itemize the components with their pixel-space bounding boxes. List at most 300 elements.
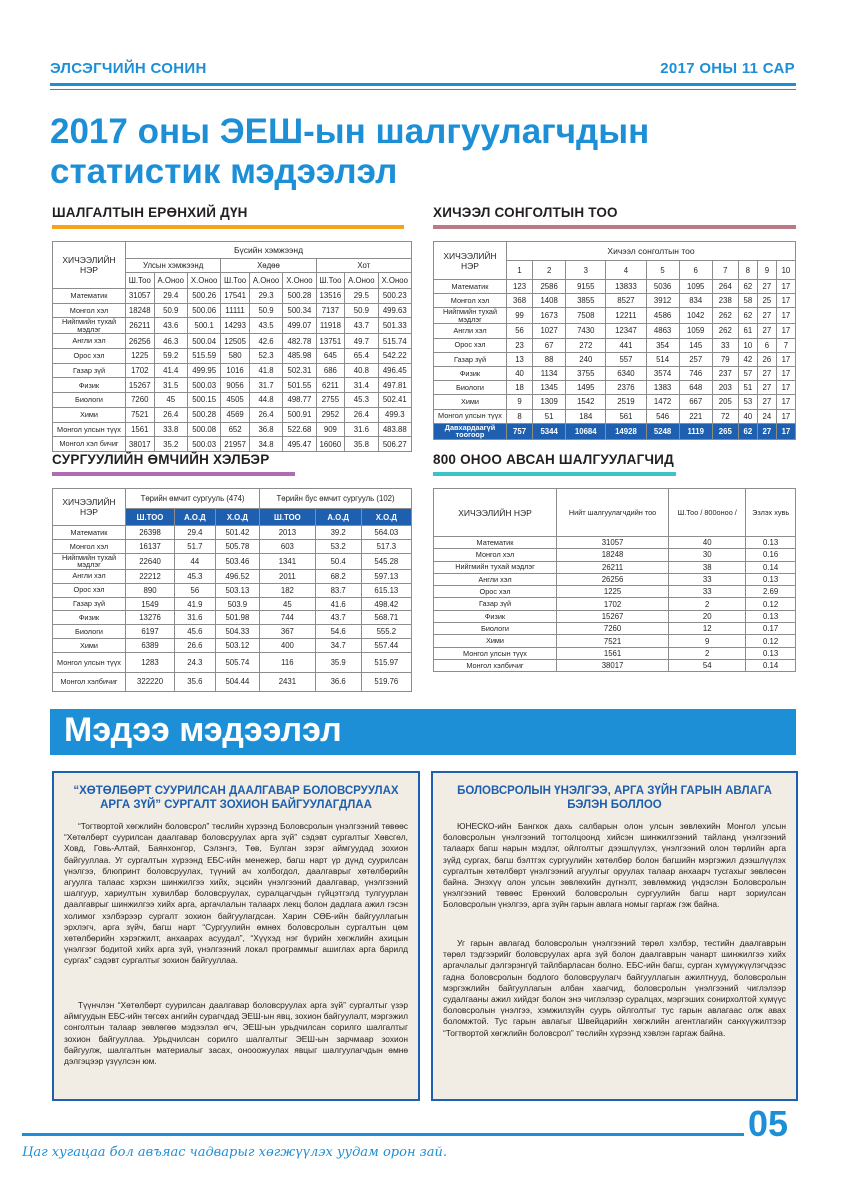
table-cell: 26.4 xyxy=(249,407,282,422)
table-cell: 580 xyxy=(221,349,250,364)
table-cell: 27 xyxy=(757,381,776,395)
table-cell: 29.4 xyxy=(175,526,216,540)
table-cell: 4505 xyxy=(221,393,250,408)
table-cell: 238 xyxy=(712,294,738,308)
table-cell: 368 xyxy=(507,294,533,308)
table-cell: 500.15 xyxy=(187,393,220,408)
ownership-heading: СУРГУУЛИЙН ӨМЧИЙН ХЭЛБЭР xyxy=(52,452,270,467)
table-cell: 503.13 xyxy=(215,583,259,597)
choice-table xyxy=(433,241,796,440)
table-row xyxy=(53,349,412,364)
table-cell: 0.13 xyxy=(746,647,796,659)
total-cell: 757 xyxy=(507,423,533,439)
table-cell: 24.3 xyxy=(175,653,216,673)
table-cell: 45.3 xyxy=(175,569,216,583)
table-cell: 31.7 xyxy=(249,378,282,393)
table-row xyxy=(434,586,796,598)
table-cell: 50.9 xyxy=(154,303,187,318)
table-cell: 36.6 xyxy=(315,672,361,692)
table-cell: 184 xyxy=(566,409,606,423)
table-cell: 322220 xyxy=(126,672,175,692)
table-cell: 15267 xyxy=(126,378,155,393)
table-row xyxy=(434,573,796,585)
table-cell: 367 xyxy=(260,625,316,639)
table-cell: 557 xyxy=(606,352,646,366)
table-cell: 27 xyxy=(757,395,776,409)
choice-column-header: 10 xyxy=(776,261,795,280)
choice-subject-header: ХИЧЭЭЛИЙН НЭР xyxy=(434,242,507,280)
table-cell: 257 xyxy=(679,352,712,366)
table-row xyxy=(434,294,796,308)
header-rule xyxy=(50,83,796,86)
table-cell: 237 xyxy=(712,366,738,380)
page-title xyxy=(50,112,770,192)
table-cell: 26.4 xyxy=(345,407,378,422)
table-cell: 2755 xyxy=(316,393,345,408)
table-row xyxy=(53,569,412,583)
row-subject-label: Хими xyxy=(53,407,126,422)
table-cell: 42.6 xyxy=(249,334,282,349)
general-column-header: А.Оноо xyxy=(154,273,187,289)
table-cell: 26256 xyxy=(126,334,155,349)
row-subject-label: Газар зүй xyxy=(53,597,126,611)
table-cell: 2952 xyxy=(316,407,345,422)
table-cell: 503.9 xyxy=(215,597,259,611)
table-cell: 29.3 xyxy=(249,289,282,304)
table-cell: 498.42 xyxy=(361,597,411,611)
table-cell: 6211 xyxy=(316,378,345,393)
row-subject-label: Биологи xyxy=(434,381,507,395)
table-row xyxy=(434,623,796,635)
table-row xyxy=(53,583,412,597)
table-row xyxy=(434,549,796,561)
table-cell: 40.8 xyxy=(345,363,378,378)
table-row xyxy=(53,653,412,673)
row-subject-label: Монгол улсын түүх xyxy=(434,647,557,659)
row-subject-label: Физик xyxy=(53,611,126,625)
table-cell: 542.22 xyxy=(378,349,411,364)
table-cell: 483.88 xyxy=(378,422,411,437)
table-cell: 546 xyxy=(646,409,679,423)
table-cell: 7521 xyxy=(557,635,669,647)
table-cell: 35.2 xyxy=(154,437,187,452)
table-row xyxy=(53,334,412,349)
table-cell: 1225 xyxy=(557,586,669,598)
table-cell: 1549 xyxy=(126,597,175,611)
table-cell: 6197 xyxy=(126,625,175,639)
choice-column-header: 2 xyxy=(533,261,566,280)
table-cell: 2376 xyxy=(606,381,646,395)
news-banner-title: Мэдээ мэдээлэл xyxy=(64,711,342,749)
table-cell: 500.03 xyxy=(187,378,220,393)
table-cell: 504.44 xyxy=(215,672,259,692)
table-cell: 99 xyxy=(507,308,533,324)
table-cell: 2013 xyxy=(260,526,316,540)
row-subject-label: Математик xyxy=(53,289,126,304)
table-cell: 18 xyxy=(507,381,533,395)
row-subject-label: Орос хэл xyxy=(434,338,507,352)
table-row xyxy=(434,635,796,647)
table-cell: 9155 xyxy=(566,280,606,294)
table-cell: 0.14 xyxy=(746,561,796,573)
table-cell: 504.33 xyxy=(215,625,259,639)
top800-table xyxy=(433,488,796,672)
row-subject-label: Хими xyxy=(53,639,126,653)
top800-column-header: Ш.Тоо / 800оноо / xyxy=(669,489,746,537)
table-cell: 2431 xyxy=(260,672,316,692)
general-column-header: Ш.Тоо xyxy=(316,273,345,289)
table-cell: 400 xyxy=(260,639,316,653)
article-1 xyxy=(52,771,420,1101)
table-cell: 12 xyxy=(669,623,746,635)
table-row xyxy=(53,303,412,318)
table-cell: 744 xyxy=(260,611,316,625)
table-cell: 4569 xyxy=(221,407,250,422)
table-cell: 40 xyxy=(507,366,533,380)
table-cell: 26 xyxy=(757,352,776,366)
row-subject-label: Англи хэл xyxy=(434,573,557,585)
table-cell: 7260 xyxy=(126,393,155,408)
table-cell: 545.28 xyxy=(361,553,411,569)
ownership-heading-bar xyxy=(52,472,295,476)
table-cell: 51 xyxy=(533,409,566,423)
table-cell: 17 xyxy=(776,409,795,423)
table-cell: 272 xyxy=(566,338,606,352)
table-cell: 51.7 xyxy=(175,539,216,553)
row-subject-label: Физик xyxy=(53,378,126,393)
table-cell: 499.3 xyxy=(378,407,411,422)
table-cell: 54.6 xyxy=(315,625,361,639)
table-cell: 20 xyxy=(669,610,746,622)
table-cell: 1542 xyxy=(566,395,606,409)
row-subject-label: Нийгмийн тухай мэдлэг xyxy=(53,553,126,569)
table-cell: 41.9 xyxy=(175,597,216,611)
table-cell: 72 xyxy=(712,409,738,423)
table-cell: 25 xyxy=(757,294,776,308)
table-row xyxy=(434,280,796,294)
table-cell: 485.98 xyxy=(283,349,316,364)
table-cell: 890 xyxy=(126,583,175,597)
table-cell: 53.2 xyxy=(315,539,361,553)
table-cell: 5036 xyxy=(646,280,679,294)
table-cell: 501.33 xyxy=(378,318,411,334)
table-cell: 34.8 xyxy=(249,437,282,452)
ownership-column-header: Ш.ТОО xyxy=(126,509,175,526)
table-cell: 31.4 xyxy=(345,378,378,393)
row-subject-label: Биологи xyxy=(434,623,557,635)
table-cell: 501.55 xyxy=(283,378,316,393)
total-cell: 1119 xyxy=(679,423,712,439)
table-cell: 30 xyxy=(669,549,746,561)
table-cell: 1225 xyxy=(126,349,155,364)
page-title-line1: 2017 оны ЭЕШ-ын шалгуулагчдын xyxy=(50,112,650,151)
table-cell: 1345 xyxy=(533,381,566,395)
top800-column-header: Эзлэх хувь xyxy=(746,489,796,537)
row-subject-label: Монгол хэлбичиг xyxy=(53,672,126,692)
article-1-title: “ХӨТӨЛБӨРТ СУУРИЛСАН ДААЛГАВАР БОЛОВСРУУЛАХ АРГА ЗҮЙ” СУРГАЛТ ЗОХИОН БАЙГУУЛАГДЛАА xyxy=(73,785,399,811)
row-subject-label: Монгол хэлбичиг xyxy=(434,659,557,671)
table-cell: 43.5 xyxy=(249,318,282,334)
general-column-header: Ш.Тоо xyxy=(221,273,250,289)
table-cell: 515.74 xyxy=(378,334,411,349)
table-cell: 2.69 xyxy=(746,586,796,598)
table-cell: 27 xyxy=(757,308,776,324)
table-cell: 505.78 xyxy=(215,539,259,553)
table-cell: 500.91 xyxy=(283,407,316,422)
table-row xyxy=(434,537,796,549)
table-cell: 43.6 xyxy=(154,318,187,334)
table-row xyxy=(434,598,796,610)
total-cell: 14928 xyxy=(606,423,646,439)
ownership-column-header: А.О.Д xyxy=(315,509,361,526)
general-table xyxy=(52,241,412,452)
table-cell: 354 xyxy=(646,338,679,352)
table-cell: 500.06 xyxy=(187,303,220,318)
table-cell: 50.9 xyxy=(249,303,282,318)
table-cell: 27 xyxy=(757,366,776,380)
table-cell: 18248 xyxy=(557,549,669,561)
row-subject-label: Газар зүй xyxy=(53,363,126,378)
table-cell: 262 xyxy=(712,308,738,324)
table-cell: 22640 xyxy=(126,553,175,569)
article-2-title: БОЛОВСРОЛЫН ҮНЭЛГЭЭ, АРГА ЗҮЙН ГАРЫН АВЛАГА БЭЛЭН БОЛЛОО xyxy=(457,785,772,811)
row-subject-label: Орос хэл xyxy=(53,583,126,597)
table-cell: 515.97 xyxy=(361,653,411,673)
table-cell: 12505 xyxy=(221,334,250,349)
table-cell: 43.7 xyxy=(345,318,378,334)
table-cell: 17 xyxy=(776,366,795,380)
table-row xyxy=(53,407,412,422)
table-cell: 21957 xyxy=(221,437,250,452)
table-cell: 35.8 xyxy=(345,437,378,452)
row-subject-label: Англи хэл xyxy=(53,569,126,583)
table-cell: 31.6 xyxy=(175,611,216,625)
row-subject-label: Математик xyxy=(53,526,126,540)
table-row xyxy=(434,366,796,380)
table-cell: 61 xyxy=(738,324,757,338)
table-cell: 36.8 xyxy=(249,422,282,437)
table-cell: 7521 xyxy=(126,407,155,422)
table-cell: 38 xyxy=(669,561,746,573)
row-subject-label: Газар зүй xyxy=(434,598,557,610)
general-subject-header: ХИЧЭЭЛИЙН НЭР xyxy=(53,242,126,289)
table-cell: 264 xyxy=(712,280,738,294)
table-cell: 500.04 xyxy=(187,334,220,349)
general-column-header: Х.Оноо xyxy=(378,273,411,289)
table-row xyxy=(434,610,796,622)
ownership-group2-header: Төрийн бус өмчит сургууль (102) xyxy=(260,489,412,509)
table-cell: 0.16 xyxy=(746,549,796,561)
article-2 xyxy=(431,771,798,1101)
table-row xyxy=(434,352,796,366)
table-cell: 568.71 xyxy=(361,611,411,625)
table-row xyxy=(53,378,412,393)
table-cell: 29.5 xyxy=(345,289,378,304)
table-cell: 24 xyxy=(757,409,776,423)
table-cell: 31057 xyxy=(126,289,155,304)
table-cell: 17 xyxy=(776,395,795,409)
table-cell: 17 xyxy=(776,280,795,294)
table-row xyxy=(53,393,412,408)
table-cell: 0.14 xyxy=(746,659,796,671)
footer-motto: Цаг хугацаа бол авъяас чадварыг хөгжүүлэх уудам орон зай. xyxy=(22,1145,447,1160)
table-cell: 1383 xyxy=(646,381,679,395)
row-subject-label: Математик xyxy=(434,537,557,549)
table-cell: 1702 xyxy=(126,363,155,378)
general-heading: ШАЛГАЛТЫН ЕРӨНХИЙ ДҮН xyxy=(52,205,248,220)
table-cell: 1283 xyxy=(126,653,175,673)
table-cell: 502.31 xyxy=(283,363,316,378)
table-cell: 45.3 xyxy=(345,393,378,408)
top800-column-header: Нийт шалгуулагчдийн тоо xyxy=(557,489,669,537)
table-cell: 499.63 xyxy=(378,303,411,318)
table-cell: 648 xyxy=(679,381,712,395)
table-cell: 58 xyxy=(738,294,757,308)
row-subject-label: Орос хэл xyxy=(53,349,126,364)
table-cell: 18248 xyxy=(126,303,155,318)
table-cell: 240 xyxy=(566,352,606,366)
table-cell: 1341 xyxy=(260,553,316,569)
table-cell: 686 xyxy=(316,363,345,378)
table-cell: 33 xyxy=(669,586,746,598)
ownership-table xyxy=(52,488,412,692)
table-cell: 35.9 xyxy=(315,653,361,673)
table-cell: 497.81 xyxy=(378,378,411,393)
table-row xyxy=(434,308,796,324)
table-cell: 26.4 xyxy=(154,407,187,422)
table-row xyxy=(53,611,412,625)
table-cell: 79 xyxy=(712,352,738,366)
table-row xyxy=(53,625,412,639)
general-group-header: Бүсийн хэмжээнд xyxy=(126,242,412,259)
table-cell: 31.6 xyxy=(345,422,378,437)
row-subject-label: Монгол хэл бичиг xyxy=(53,437,126,452)
general-heading-bar xyxy=(52,225,404,229)
table-cell: 9 xyxy=(669,635,746,647)
table-cell: 500.1 xyxy=(187,318,220,334)
table-cell: 38017 xyxy=(557,659,669,671)
table-cell: 67 xyxy=(533,338,566,352)
total-cell: 17 xyxy=(776,423,795,439)
table-cell: 23 xyxy=(507,338,533,352)
table-cell: 41.8 xyxy=(249,363,282,378)
table-cell: 43.7 xyxy=(315,611,361,625)
choice-column-header: 3 xyxy=(566,261,606,280)
choice-column-header: 6 xyxy=(679,261,712,280)
table-cell: 38017 xyxy=(126,437,155,452)
table-cell: 1016 xyxy=(221,363,250,378)
table-cell: 564.03 xyxy=(361,526,411,540)
choice-column-header: 1 xyxy=(507,261,533,280)
row-subject-label: Монгол хэл xyxy=(434,549,557,561)
table-cell: 10 xyxy=(738,338,757,352)
page-number: 05 xyxy=(748,1103,789,1144)
table-cell: 7137 xyxy=(316,303,345,318)
choice-column-header: 5 xyxy=(646,261,679,280)
table-cell: 145 xyxy=(679,338,712,352)
table-cell: 45 xyxy=(154,393,187,408)
table-cell: 2519 xyxy=(606,395,646,409)
table-cell: 3855 xyxy=(566,294,606,308)
table-cell: 501.42 xyxy=(215,526,259,540)
table-cell: 13 xyxy=(507,352,533,366)
table-cell: 6340 xyxy=(606,366,646,380)
general-region-header: Хөдөө xyxy=(221,259,316,273)
table-row xyxy=(53,539,412,553)
article-1-paragraph: “Тогтвортой хөгжлийн боловсрол” төслийн хүрээнд Боловсролын үнэлгээний төвөөс “Хөтөлбөрт суурилсан даалгавар боловсруулах арга зүй” сэдэвт сургалтыг Хөвсгөл, Ховд, Говь-Алтай, Баянхонгор, Сэлэнгэ, Төв, Булган зэрэг аймгуудад зохион байгууллаа. Уг сургалтын хүрээнд ЕБС-ийн менежер, багш нарт үр дүнд суурилсан үнэлгээ, блюпринт боловсруулах, түүний ач холбогдол, даалгаврыг хөтөлбөрийн агуулга талаас хэрхэн шинжилгээ хийх, эцсийн үнэлгээний даалгавар, үнэлгээний шалгуур, хариултын хувилбар боловсруулах, суралцагчдын гүйцэтгэлд тулгуурлан даалгаврыг шинжилгээ хийх арга, аргачлалын талаарх лекц болон дадлага ажил гэсэн холимог хэлбэрээр сургалт зохион байгуулагдсан. Харин СӨБ-ийн байгууллагын эрхлэгч, арга зүйч, багш нарт “Сургуулийн өмнөх боловсролын сургалтын цөм хөтөлбөрийн хэрэгжилт, анхаарах асуудал”, “Хүүхэд нэг бүрийн хөгжлийн ахицын үнэлгээг бодитой хийх арга зүй, үнэлгээний локал программыг ашиглах арга барилд сургах” сэдэвт сургалтыг зохион байгууллаа. xyxy=(64,821,408,966)
general-column-header: А.Оноо xyxy=(249,273,282,289)
table-cell: 9 xyxy=(507,395,533,409)
table-cell: 31.5 xyxy=(154,378,187,393)
table-row xyxy=(53,422,412,437)
total-cell: 5344 xyxy=(533,423,566,439)
table-cell: 6389 xyxy=(126,639,175,653)
table-cell: 7260 xyxy=(557,623,669,635)
table-cell: 49.7 xyxy=(345,334,378,349)
table-cell: 501.98 xyxy=(215,611,259,625)
table-cell: 13276 xyxy=(126,611,175,625)
table-cell: 17 xyxy=(776,294,795,308)
table-row xyxy=(434,659,796,671)
table-cell: 496.52 xyxy=(215,569,259,583)
table-cell: 16137 xyxy=(126,539,175,553)
table-cell: 1309 xyxy=(533,395,566,409)
total-cell: 27 xyxy=(757,423,776,439)
row-subject-label: Биологи xyxy=(53,625,126,639)
table-cell: 498.77 xyxy=(283,393,316,408)
table-cell: 555.2 xyxy=(361,625,411,639)
table-cell: 26.6 xyxy=(175,639,216,653)
table-cell: 62 xyxy=(738,280,757,294)
table-cell: 0.13 xyxy=(746,537,796,549)
table-cell: 33.8 xyxy=(154,422,187,437)
table-cell: 68.2 xyxy=(315,569,361,583)
general-region-header: Улсын хэмжээнд xyxy=(126,259,221,273)
top800-heading-bar xyxy=(433,472,676,476)
table-cell: 11918 xyxy=(316,318,345,334)
total-cell: 265 xyxy=(712,423,738,439)
total-cell: 10684 xyxy=(566,423,606,439)
table-cell: 50.9 xyxy=(345,303,378,318)
table-cell: 44.8 xyxy=(249,393,282,408)
table-cell: 33 xyxy=(712,338,738,352)
table-cell: 500.08 xyxy=(187,422,220,437)
general-region-header: Хот xyxy=(316,259,411,273)
row-subject-label: Физик xyxy=(434,366,507,380)
ownership-column-header: Х.О.Д xyxy=(361,509,411,526)
table-cell: 116 xyxy=(260,653,316,673)
news-banner xyxy=(50,709,796,755)
choice-heading: ХИЧЭЭЛ СОНГОЛТЫН ТОО xyxy=(433,205,618,220)
table-cell: 561 xyxy=(606,409,646,423)
table-cell: 519.76 xyxy=(361,672,411,692)
table-cell: 34.7 xyxy=(315,639,361,653)
table-cell: 0.12 xyxy=(746,598,796,610)
table-cell: 496.45 xyxy=(378,363,411,378)
row-subject-label: Хими xyxy=(434,395,507,409)
table-cell: 7508 xyxy=(566,308,606,324)
article-2-paragraph: ЮНЕСКО-ийн Бангкок дахь салбарын олон улсын зөвлөхийн Монгол улсын боловсролын үнэлгээний тогтолцоонд хийсэн шинжилгээний тайланд үнэлгээний талаарх багш нарын мэдлэг, ойлголтыг дээшлүүлэх, үнэлгээний олон төрлийн арга зүйд сургах, багш бэлтгэх сургуулийн хөтөлбөр болон багшийн мэргэжил дээшлүүлэх сургалтын хөтөлбөрт үнэлгээний агуулгыг оруулах талаар анхаарч тусгахыг зөвлөсөн байна. Энэхүү олон улсын зөвлөхийн дүгнэлт, зөвлөмжид үндэслэн Боловсролын үнэлгээний төвөөс Ерөнхий боловсролын сургуулийн багш нарт зориулсан Боловсролын үнэлгээ, арга зүйн гарын авлага номыг гаргаж гэж байна. xyxy=(443,821,786,910)
table-cell: 500.34 xyxy=(283,303,316,318)
footer-rule xyxy=(22,1133,744,1136)
table-cell: 500.28 xyxy=(283,289,316,304)
general-column-header: А.Оноо xyxy=(345,273,378,289)
row-subject-label: Газар зүй xyxy=(434,352,507,366)
table-cell: 62 xyxy=(738,308,757,324)
table-cell: 26256 xyxy=(557,573,669,585)
table-cell: 22212 xyxy=(126,569,175,583)
table-cell: 57 xyxy=(738,366,757,380)
